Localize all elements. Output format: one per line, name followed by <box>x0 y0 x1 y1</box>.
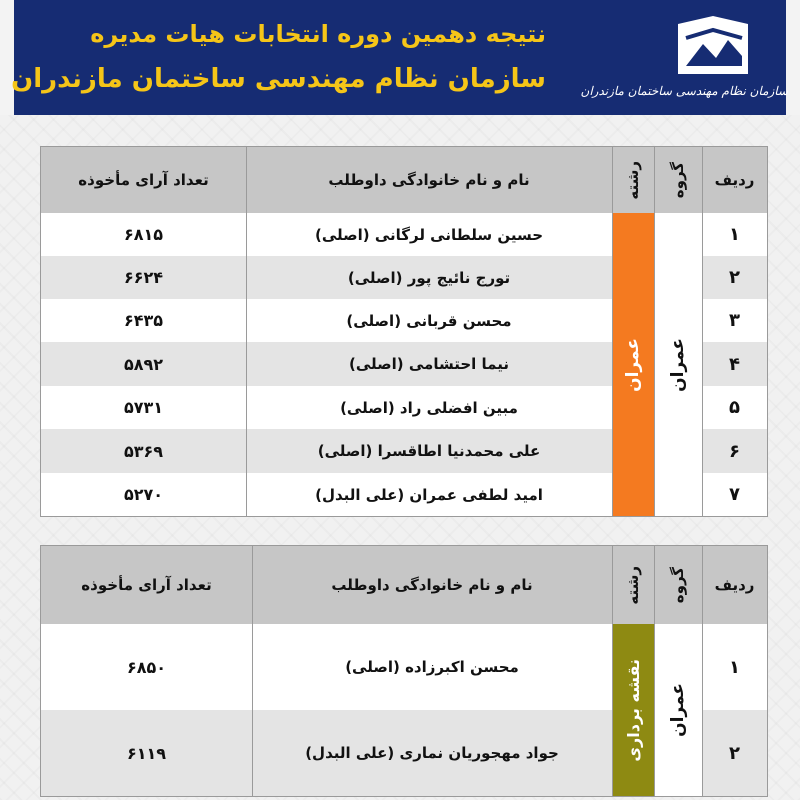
vote-count: ۶۱۱۹ <box>41 710 252 796</box>
row-number: ۱ <box>702 624 767 710</box>
results-table-survey <box>40 545 768 797</box>
vote-count: ۶۶۲۴ <box>41 256 246 299</box>
divider <box>612 546 613 796</box>
candidate-name: علی محمدنیا اطاقسرا (اصلی) <box>246 429 612 473</box>
divider <box>702 546 703 796</box>
header-row-number: ردیف <box>702 147 767 213</box>
row-number: ۱ <box>702 213 767 256</box>
header-field <box>612 546 654 624</box>
row-number: ۵ <box>702 386 767 429</box>
header-candidate-name: نام و نام خانوادگی داوطلب <box>246 147 612 213</box>
divider <box>612 147 613 516</box>
title-line-2: سازمان نظام مهندسی ساختمان مازندران <box>11 64 546 94</box>
page-header <box>11 0 788 115</box>
row-number: ۲ <box>702 710 767 796</box>
group-cell <box>654 624 702 796</box>
divider <box>654 147 655 516</box>
divider <box>252 546 253 796</box>
header-group-label: گروه <box>669 566 687 604</box>
header-group-label: گروه <box>669 161 687 199</box>
header-votes: تعداد آرای مأخوذه <box>41 147 246 213</box>
title-line-1: نتیجه دهمین دوره انتخابات هیات مدیره <box>90 20 546 48</box>
organization-logo <box>580 14 788 106</box>
field-cell-civil <box>612 213 654 516</box>
group-cell <box>654 213 702 516</box>
row-number: ۷ <box>702 473 767 516</box>
divider <box>246 147 247 516</box>
field-label: نقشه برداری <box>623 658 643 762</box>
candidate-name: محسن قربانی (اصلی) <box>246 299 612 342</box>
candidate-name: امید لطفی عمران (علی البدل) <box>246 473 612 516</box>
header-field-label: رشته <box>624 565 642 605</box>
divider <box>654 546 655 796</box>
results-table-civil <box>40 146 768 517</box>
field-cell-survey <box>612 624 654 796</box>
header-row-number: ردیف <box>702 546 767 624</box>
row-number: ۶ <box>702 429 767 473</box>
candidate-name: تورج نائیج پور (اصلی) <box>246 256 612 299</box>
vote-count: ۵۳۶۹ <box>41 429 246 473</box>
logo-caption: سازمان نظام مهندسی ساختمان مازندران <box>580 84 788 98</box>
vote-count: ۶۸۵۰ <box>41 624 252 710</box>
divider <box>702 147 703 516</box>
candidate-name: نیما احتشامی (اصلی) <box>246 342 612 386</box>
candidate-name: محسن اکبرزاده (اصلی) <box>252 624 612 710</box>
vote-count: ۵۲۷۰ <box>41 473 246 516</box>
group-label: عمران <box>668 683 688 737</box>
vote-count: ۵۷۳۱ <box>41 386 246 429</box>
vote-count: ۵۸۹۲ <box>41 342 246 386</box>
field-label: عمران <box>623 337 643 392</box>
candidate-name: جواد مهجوریان نماری (علی البدل) <box>252 710 612 796</box>
header-group <box>654 147 702 213</box>
candidate-name: مبین افضلی راد (اصلی) <box>246 386 612 429</box>
header-field <box>612 147 654 213</box>
candidate-name: حسین سلطانی لرگانی (اصلی) <box>246 213 612 256</box>
vote-count: ۶۸۱۵ <box>41 213 246 256</box>
header-candidate-name: نام و نام خانوادگی داوطلب <box>252 546 612 624</box>
header-votes: تعداد آرای مأخوذه <box>41 546 252 624</box>
header-field-label: رشته <box>624 160 642 200</box>
row-number: ۲ <box>702 256 767 299</box>
row-number: ۴ <box>702 342 767 386</box>
group-label: عمران <box>668 337 688 392</box>
header-group <box>654 546 702 624</box>
vote-count: ۶۴۳۵ <box>41 299 246 342</box>
building-logo-icon <box>638 14 788 84</box>
row-number: ۳ <box>702 299 767 342</box>
